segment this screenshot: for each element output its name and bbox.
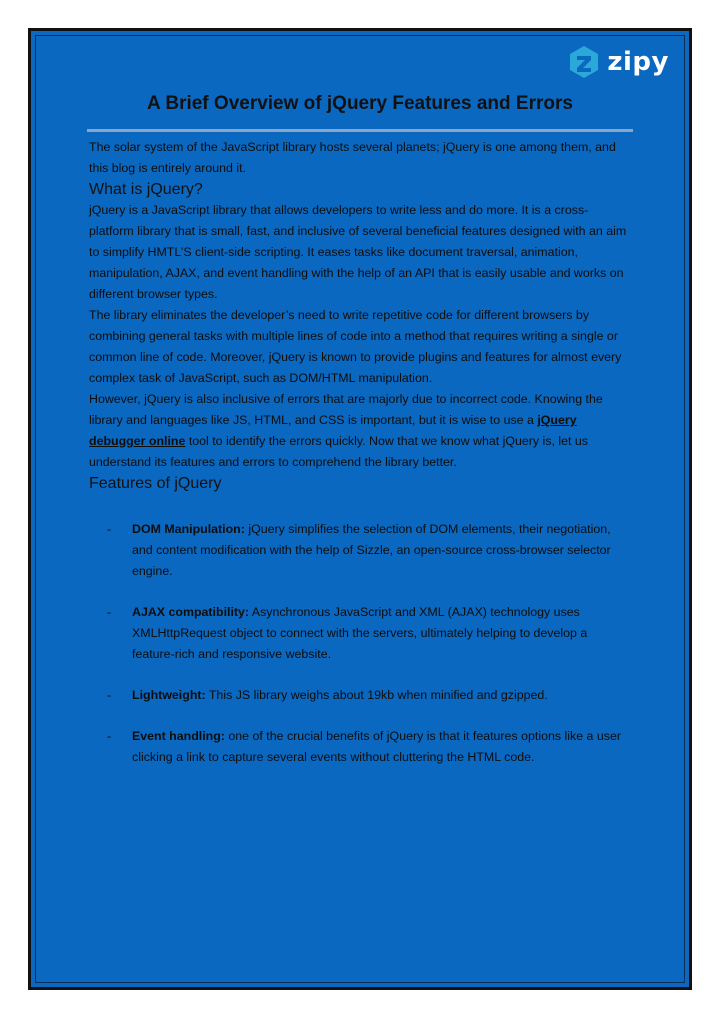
paragraph-what-2: The library eliminates the developer’s need to write repetitive code for different browsers by combining general tasks with multiple lines of code into a method that requires writing a single or common line of code. Moreover, jQuery is known to provide plugins and features for almost every complex task of JavaScript, such as DOM/HTML manipulation.: [89, 308, 622, 385]
feature-text: jQuery simplifies the selection of DOM elements, their negotiation, and content modification with the help of Sizzle, an open-source cross-browser selector engine.: [132, 522, 611, 578]
document-page: [28, 28, 692, 990]
paragraph-what-3-after: tool to identify the errors quickly. Now that we know what jQuery is, let us understand its features and errors to comprehend the library better.: [89, 434, 589, 469]
feature-label: AJAX compatibility:: [132, 605, 250, 619]
list-dash: -: [107, 688, 112, 702]
logo-text: zipy: [607, 47, 669, 77]
paragraph-what-3-before: However, jQuery is also inclusive of errors that are majorly due to incorrect code. Knowing the library and languages like JS, HTML, and CSS is important, but it is wise to use a: [89, 392, 603, 427]
feature-label: DOM Manipulation:: [132, 522, 245, 536]
paragraph-what-3: [89, 389, 633, 473]
title-divider: [87, 129, 633, 132]
zipy-logo-icon: [567, 45, 601, 79]
feature-item-events: [89, 726, 633, 768]
feature-text: one of the crucial benefits of jQuery is that it features options like a user clicking a link to capture several events without cluttering the HTML code.: [132, 729, 621, 764]
feature-item-ajax: [89, 602, 633, 665]
list-dash: -: [107, 522, 112, 536]
feature-label: Event handling:: [132, 729, 225, 743]
list-dash: -: [107, 605, 112, 619]
intro-paragraph: The solar system of the JavaScript library hosts several planets; jQuery is one among them, and this blog is entirely around it.: [89, 140, 616, 175]
jquery-debugger-link[interactable]: jQuery debugger online: [89, 413, 577, 448]
heading-what-is-jquery: What is jQuery?: [89, 181, 203, 198]
feature-item-lightweight: [89, 685, 633, 706]
list-dash: -: [107, 729, 112, 743]
page-title: A Brief Overview of jQuery Features and Errors: [147, 93, 573, 114]
paragraph-what-1: jQuery is a JavaScript library that allows developers to write less and do more. It is a cross-platform library that is small, fast, and inclusive of several beneficial features designed with an aim to simplify HMTL’S client-side scripting. It eases tasks like document traversal, animation, manipulation, AJAX, and event handling with the help of an API that is easily usable and works on different browser types.: [89, 203, 627, 301]
heading-features: Features of jQuery: [89, 475, 222, 492]
zipy-logo: [567, 45, 669, 79]
feature-text: Asynchronous JavaScript and XML (AJAX) technology uses XMLHttpRequest object to connect with the servers, ultimately helping to develop a feature-rich and responsive website.: [132, 605, 588, 661]
feature-item-dom: [89, 519, 633, 582]
feature-label: Lightweight:: [132, 688, 206, 702]
feature-text: This JS library weighs about 19kb when minified and gzipped.: [205, 688, 548, 702]
document-body: [89, 137, 633, 788]
features-list: [89, 519, 633, 768]
